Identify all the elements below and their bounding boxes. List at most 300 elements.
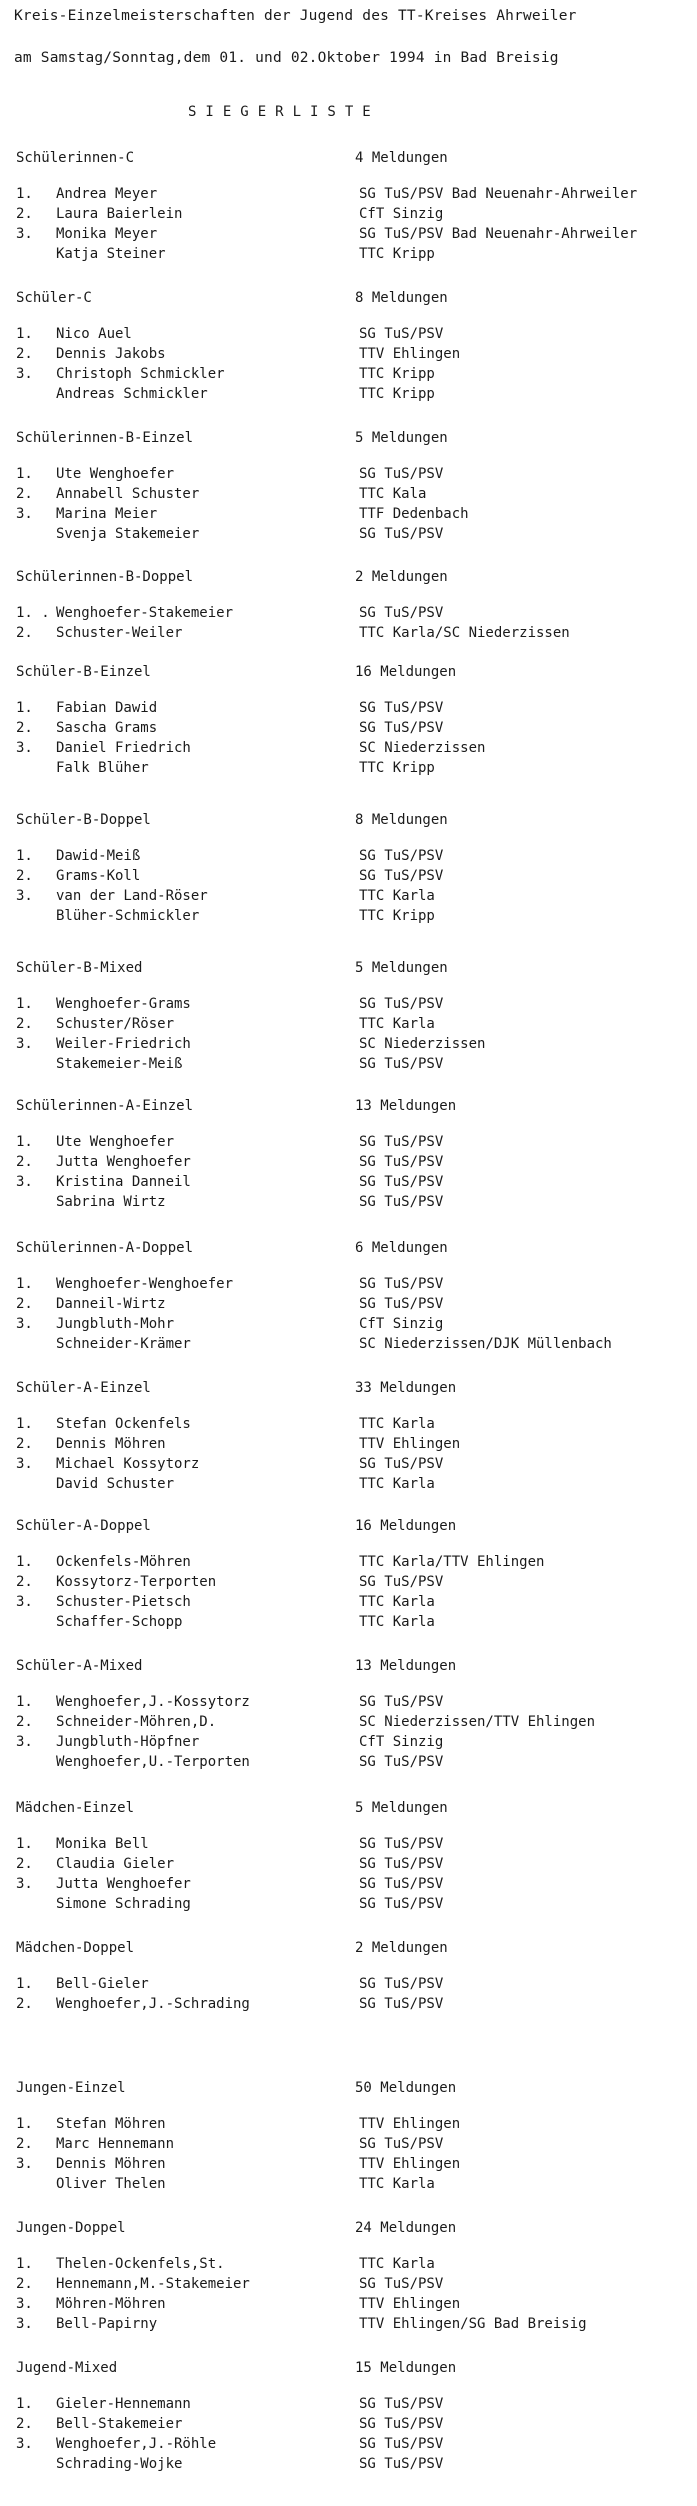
placement-row (0, 1132, 697, 1152)
section-title: Schüler-B-Einzel (16, 664, 151, 680)
results-section (0, 288, 697, 404)
player-name: Dennis Jakobs (56, 346, 166, 362)
player-name: Schaffer-Schopp (56, 1614, 183, 1630)
player-name: Nico Auel (56, 326, 132, 342)
document-heading: Kreis-Einzelmeisterschaften der Jugend des TT-Kreises Ahrweiler (14, 8, 577, 24)
section-title: Jugend-Mixed (16, 2360, 118, 2376)
placement-row (0, 1612, 697, 1632)
player-name: Möhren-Möhren (56, 2296, 166, 2312)
club-name: TTV Ehlingen/SG Bad Breisig (359, 2316, 587, 2332)
club-name: TTC Kripp (359, 366, 435, 382)
club-name: TTC Karla (359, 1016, 435, 1032)
section-title: Schüler-A-Einzel (16, 1380, 151, 1396)
placement-row (0, 1834, 697, 1854)
page-title: SIEGERLISTE (188, 104, 380, 120)
section-title: Schülerinnen-B-Doppel (16, 569, 194, 585)
club-name: TTC Kripp (359, 386, 435, 402)
club-name: SG TuS/PSV (359, 2276, 444, 2292)
placement-row (0, 698, 697, 718)
player-name: Oliver Thelen (56, 2176, 166, 2192)
placement-row (0, 484, 697, 504)
player-name: Hennemann,M.-Stakemeier (56, 2276, 250, 2292)
placement-row (0, 1192, 697, 1212)
section-title: Jungen-Einzel (16, 2080, 126, 2096)
placement-rank: 2. (16, 1996, 33, 2012)
placement-rank: 1. (16, 700, 33, 716)
player-name: Schneider-Möhren,D. (56, 1714, 217, 1730)
player-name: Schuster-Pietsch (56, 1594, 191, 1610)
club-name: TTC Karla (359, 1416, 435, 1432)
player-name: Wenghoefer,U.-Terporten (56, 1754, 250, 1770)
placement-rank: 3. (16, 1734, 33, 1750)
section-header (0, 2218, 697, 2242)
placement-rank: 1. (16, 1836, 33, 1852)
club-name: SG TuS/PSV Bad Neuenahr-Ahrweiler (359, 186, 638, 202)
club-name: SG TuS/PSV (359, 1856, 444, 1872)
placement-rank: 3. (16, 1316, 33, 1332)
club-name: SG TuS/PSV (359, 1836, 444, 1852)
club-name: SG TuS/PSV (359, 2456, 444, 2472)
placement-list (0, 184, 697, 264)
placement-rank: 2. (16, 1296, 33, 1312)
placement-row (0, 1752, 697, 1772)
club-name: SG TuS/PSV (359, 2136, 444, 2152)
entry-count: 16 Meldungen (355, 664, 457, 680)
entry-count: 8 Meldungen (355, 812, 448, 828)
results-section (0, 810, 697, 926)
entry-count: 50 Meldungen (355, 2080, 457, 2096)
placement-row (0, 2174, 697, 2194)
placement-row (0, 1474, 697, 1494)
placement-row (0, 224, 697, 244)
club-name: SG TuS/PSV (359, 1996, 444, 2012)
placement-rank: 1. (16, 2116, 33, 2132)
placement-row (0, 1592, 697, 1612)
section-title: Schüler-A-Doppel (16, 1518, 151, 1534)
placement-rank: 3. (16, 1036, 33, 1052)
player-name: Schrading-Wojke (56, 2456, 183, 2472)
placement-row (0, 244, 697, 264)
player-name: Wenghoefer-Grams (56, 996, 191, 1012)
results-section (0, 2078, 697, 2194)
placement-row (0, 1294, 697, 1314)
club-name: SG TuS/PSV (359, 1694, 444, 1710)
club-name: SG TuS/PSV (359, 1896, 444, 1912)
player-name: Thelen-Ockenfels,St. (56, 2256, 225, 2272)
club-name: SG TuS/PSV (359, 2396, 444, 2412)
club-name: TTC Karla/TTV Ehlingen (359, 1554, 545, 1570)
player-name: Weiler-Friedrich (56, 1036, 191, 1052)
placement-rank: 3. (16, 740, 33, 756)
club-name: SG TuS/PSV (359, 700, 444, 716)
player-name: Stakemeier-Meiß (56, 1056, 183, 1072)
player-name: Jutta Wenghoefer (56, 1154, 191, 1170)
section-title: Schülerinnen-B-Einzel (16, 430, 194, 446)
club-name: SG TuS/PSV (359, 2416, 444, 2432)
player-name: Grams-Koll (56, 868, 141, 884)
entry-count: 15 Meldungen (355, 2360, 457, 2376)
club-name: SG TuS/PSV (359, 326, 444, 342)
placement-list (0, 1552, 697, 1632)
placement-row (0, 2434, 697, 2454)
placement-rank: 2. (16, 1574, 33, 1590)
section-header (0, 1238, 697, 1262)
placement-rank: 3. (16, 506, 33, 522)
entry-count: 8 Meldungen (355, 290, 448, 306)
club-name: SG TuS/PSV (359, 868, 444, 884)
section-title: Schüler-A-Mixed (16, 1658, 143, 1674)
club-name: SG TuS/PSV (359, 1276, 444, 1292)
placement-rank: 3. (16, 226, 33, 242)
results-section (0, 2358, 697, 2474)
club-name: SG TuS/PSV (359, 720, 444, 736)
club-name: TTV Ehlingen (359, 2296, 461, 2312)
club-name: SG TuS/PSV (359, 1456, 444, 1472)
club-name: TTC Karla (359, 2256, 435, 2272)
placement-row (0, 2134, 697, 2154)
player-name: Bell-Papirny (56, 2316, 158, 2332)
club-name: SC Niederzissen/TTV Ehlingen (359, 1714, 596, 1730)
placement-row (0, 504, 697, 524)
placement-rank: 2. (16, 486, 33, 502)
player-name: Marina Meier (56, 506, 158, 522)
placement-list (0, 1692, 697, 1772)
placement-rank: 2. (16, 1154, 33, 1170)
placement-rank: 2. (16, 1016, 33, 1032)
placement-list (0, 1414, 697, 1494)
placement-row (0, 1054, 697, 1074)
player-name: Ockenfels-Möhren (56, 1554, 191, 1570)
club-name: TTC Karla (359, 1614, 435, 1630)
results-section (0, 428, 697, 544)
player-name: Danneil-Wirtz (56, 1296, 166, 1312)
placement-list (0, 698, 697, 778)
player-name: Sabrina Wirtz (56, 1194, 166, 1210)
section-header (0, 288, 697, 312)
placement-rank: 3. (16, 2436, 33, 2452)
results-section (0, 1378, 697, 1494)
placement-rank: 3. (16, 2296, 33, 2312)
placement-row (0, 1552, 697, 1572)
placement-list (0, 324, 697, 404)
placement-row (0, 623, 697, 643)
placement-rank: 2. (16, 2276, 33, 2292)
placement-list (0, 464, 697, 544)
results-section (0, 567, 697, 643)
section-header (0, 810, 697, 834)
player-name: Kossytorz-Terporten (56, 1574, 217, 1590)
section-title: Schülerinnen-A-Einzel (16, 1098, 194, 1114)
club-name: SG TuS/PSV (359, 1194, 444, 1210)
entry-count: 5 Meldungen (355, 430, 448, 446)
placement-row (0, 2294, 697, 2314)
section-title: Mädchen-Einzel (16, 1800, 135, 1816)
entry-count: 24 Meldungen (355, 2220, 457, 2236)
player-name: Jungbluth-Höpfner (56, 1734, 200, 1750)
placement-rank: 3. (16, 1174, 33, 1190)
placement-rank: 2. (16, 625, 33, 641)
placement-rank: 2. (16, 1714, 33, 1730)
section-title: Schülerinnen-C (16, 150, 135, 166)
club-name: SG TuS/PSV (359, 1134, 444, 1150)
placement-rank: 2. (16, 2416, 33, 2432)
placement-row (0, 1434, 697, 1454)
player-name: Wenghoefer,J.-Schrading (56, 1996, 250, 2012)
placement-row (0, 2314, 697, 2334)
club-name: SG TuS/PSV (359, 2436, 444, 2452)
placement-row (0, 1874, 697, 1894)
placement-list (0, 1834, 697, 1914)
club-name: TTC Karla/SC Niederzissen (359, 625, 570, 641)
placement-row (0, 906, 697, 926)
placement-rank: 3. (16, 1456, 33, 1472)
placement-row (0, 1274, 697, 1294)
player-name: Ute Wenghoefer (56, 466, 175, 482)
placement-row (0, 1314, 697, 1334)
placement-list (0, 2114, 697, 2194)
entry-count: 6 Meldungen (355, 1240, 448, 1256)
placement-rank: 1. (16, 326, 33, 342)
placement-row (0, 2454, 697, 2474)
placement-row (0, 2414, 697, 2434)
club-name: TTC Karla (359, 1476, 435, 1492)
club-name: SC Niederzissen (359, 1036, 486, 1052)
club-name: SG TuS/PSV (359, 1574, 444, 1590)
section-header (0, 1516, 697, 1540)
player-name: Schneider-Krämer (56, 1336, 191, 1352)
club-name: TTF Dedenbach (359, 506, 469, 522)
club-name: TTV Ehlingen (359, 1436, 461, 1452)
entry-count: 13 Meldungen (355, 1098, 457, 1114)
player-name: Gieler-Hennemann (56, 2396, 191, 2412)
player-name: Jungbluth-Mohr (56, 1316, 175, 1332)
placement-rank: 2. (16, 868, 33, 884)
club-name: CfT Sinzig (359, 1316, 444, 1332)
entry-count: 13 Meldungen (355, 1658, 457, 1674)
placement-row (0, 2274, 697, 2294)
placement-row (0, 994, 697, 1014)
placement-row (0, 1334, 697, 1354)
placement-rank: 3. (16, 2156, 33, 2172)
placement-row (0, 2114, 697, 2134)
player-name: Christoph Schmickler (56, 366, 225, 382)
placement-rank: 2. (16, 206, 33, 222)
placement-rank: 2. (16, 346, 33, 362)
club-name: SC Niederzissen (359, 740, 486, 756)
section-header (0, 1938, 697, 1962)
placement-rank: 1. (16, 848, 33, 864)
player-name: Dawid-Meiß (56, 848, 141, 864)
results-section (0, 1656, 697, 1772)
placement-row (0, 1034, 697, 1054)
placement-rank: 3. (16, 2316, 33, 2332)
placement-rank: 1. (16, 1134, 33, 1150)
player-name: Ute Wenghoefer (56, 1134, 175, 1150)
player-name: Stefan Möhren (56, 2116, 166, 2132)
player-name: Schuster/Röser (56, 1016, 175, 1032)
club-name: TTC Kripp (359, 760, 435, 776)
results-section (0, 1238, 697, 1354)
club-name: CfT Sinzig (359, 206, 444, 222)
player-name: Andrea Meyer (56, 186, 158, 202)
player-name: Fabian Dawid (56, 700, 158, 716)
results-section (0, 1516, 697, 1632)
section-header (0, 1378, 697, 1402)
placement-row (0, 344, 697, 364)
club-name: SG TuS/PSV (359, 1754, 444, 1770)
club-name: SG TuS/PSV (359, 1296, 444, 1312)
placement-rank: 2. (16, 1436, 33, 1452)
club-name: SG TuS/PSV (359, 1876, 444, 1892)
placement-row (0, 324, 697, 344)
placement-row (0, 364, 697, 384)
player-name: Andreas Schmickler (56, 386, 208, 402)
placement-rank: 1. (16, 2396, 33, 2412)
section-title: Jungen-Doppel (16, 2220, 126, 2236)
placement-row (0, 1712, 697, 1732)
placement-row (0, 1894, 697, 1914)
section-header (0, 148, 697, 172)
club-name: TTC Karla (359, 1594, 435, 1610)
player-name: Svenja Stakemeier (56, 526, 200, 542)
player-name: Michael Kossytorz (56, 1456, 200, 1472)
placement-rank: 3. (16, 1594, 33, 1610)
section-header (0, 958, 697, 982)
player-name: Monika Bell (56, 1836, 149, 1852)
club-name: TTC Karla (359, 888, 435, 904)
club-name: TTV Ehlingen (359, 2116, 461, 2132)
section-header (0, 2078, 697, 2102)
section-title: Mädchen-Doppel (16, 1940, 135, 1956)
placement-row (0, 718, 697, 738)
placement-row (0, 1994, 697, 2014)
placement-rank: 1. (16, 1694, 33, 1710)
placement-row (0, 1014, 697, 1034)
results-section (0, 148, 697, 264)
placement-rank: 1. . (16, 605, 50, 621)
club-name: SG TuS/PSV (359, 526, 444, 542)
entry-count: 5 Meldungen (355, 960, 448, 976)
club-name: SG TuS/PSV (359, 1154, 444, 1170)
player-name: Monika Meyer (56, 226, 158, 242)
placement-row (0, 2394, 697, 2414)
club-name: SG TuS/PSV (359, 1976, 444, 1992)
placement-row (0, 1172, 697, 1192)
section-title: Schüler-B-Mixed (16, 960, 143, 976)
player-name: Wenghoefer,J.-Kossytorz (56, 1694, 250, 1710)
section-header (0, 1656, 697, 1680)
player-name: Daniel Friedrich (56, 740, 191, 756)
placement-row (0, 2154, 697, 2174)
placement-list (0, 603, 697, 643)
section-header (0, 2358, 697, 2382)
results-section (0, 1798, 697, 1914)
placement-row (0, 1152, 697, 1172)
player-name: Schuster-Weiler (56, 625, 183, 641)
club-name: SG TuS/PSV (359, 996, 444, 1012)
entry-count: 2 Meldungen (355, 569, 448, 585)
placement-row (0, 603, 697, 623)
placement-list (0, 2394, 697, 2474)
player-name: Wenghoefer-Stakemeier (56, 605, 234, 621)
club-name: TTV Ehlingen (359, 346, 461, 362)
club-name: TTV Ehlingen (359, 2156, 461, 2172)
player-name: Marc Hennemann (56, 2136, 175, 2152)
placement-rank: 1. (16, 466, 33, 482)
entry-count: 33 Meldungen (355, 1380, 457, 1396)
placement-row (0, 524, 697, 544)
placement-row (0, 1572, 697, 1592)
placement-rank: 2. (16, 2136, 33, 2152)
entry-count: 4 Meldungen (355, 150, 448, 166)
club-name: SG TuS/PSV Bad Neuenahr-Ahrweiler (359, 226, 638, 242)
section-header (0, 1798, 697, 1822)
placement-list (0, 1274, 697, 1354)
placement-row (0, 1414, 697, 1434)
player-name: Bell-Gieler (56, 1976, 149, 1992)
placement-row (0, 184, 697, 204)
placement-row (0, 204, 697, 224)
placement-rank: 3. (16, 366, 33, 382)
club-name: SG TuS/PSV (359, 605, 444, 621)
player-name: Stefan Ockenfels (56, 1416, 191, 1432)
player-name: Katja Steiner (56, 246, 166, 262)
placement-row (0, 738, 697, 758)
club-name: SG TuS/PSV (359, 1056, 444, 1072)
player-name: Simone Schrading (56, 1896, 191, 1912)
results-section (0, 958, 697, 1074)
player-name: van der Land-Röser (56, 888, 208, 904)
placement-list (0, 846, 697, 926)
placement-rank: 1. (16, 186, 33, 202)
section-header (0, 662, 697, 686)
placement-rank: 3. (16, 1876, 33, 1892)
player-name: Jutta Wenghoefer (56, 1876, 191, 1892)
club-name: SG TuS/PSV (359, 848, 444, 864)
placement-list (0, 994, 697, 1074)
placement-row (0, 2254, 697, 2274)
placement-row (0, 846, 697, 866)
section-title: Schülerinnen-A-Doppel (16, 1240, 194, 1256)
section-title: Schüler-B-Doppel (16, 812, 151, 828)
placement-rank: 1. (16, 1416, 33, 1432)
placement-rank: 2. (16, 720, 33, 736)
club-name: TTC Kala (359, 486, 427, 502)
section-header (0, 567, 697, 591)
entry-count: 2 Meldungen (355, 1940, 448, 1956)
player-name: Kristina Danneil (56, 1174, 191, 1190)
player-name: Claudia Gieler (56, 1856, 175, 1872)
document-subheading: am Samstag/Sonntag,dem 01. und 02.Oktober 1994 in Bad Breisig (14, 50, 559, 66)
results-section (0, 2218, 697, 2334)
results-section (0, 662, 697, 778)
player-name: Laura Baierlein (56, 206, 183, 222)
placement-list (0, 1132, 697, 1212)
placement-rank: 1. (16, 2256, 33, 2272)
placement-row (0, 886, 697, 906)
club-name: TTC Kripp (359, 246, 435, 262)
player-name: Annabell Schuster (56, 486, 200, 502)
player-name: Dennis Möhren (56, 1436, 166, 1452)
entry-count: 5 Meldungen (355, 1800, 448, 1816)
placement-row (0, 384, 697, 404)
placement-rank: 1. (16, 1276, 33, 1292)
player-name: Falk Blüher (56, 760, 149, 776)
results-section (0, 1938, 697, 2014)
placement-list (0, 1974, 697, 2014)
section-title: Schüler-C (16, 290, 92, 306)
placement-row (0, 1854, 697, 1874)
